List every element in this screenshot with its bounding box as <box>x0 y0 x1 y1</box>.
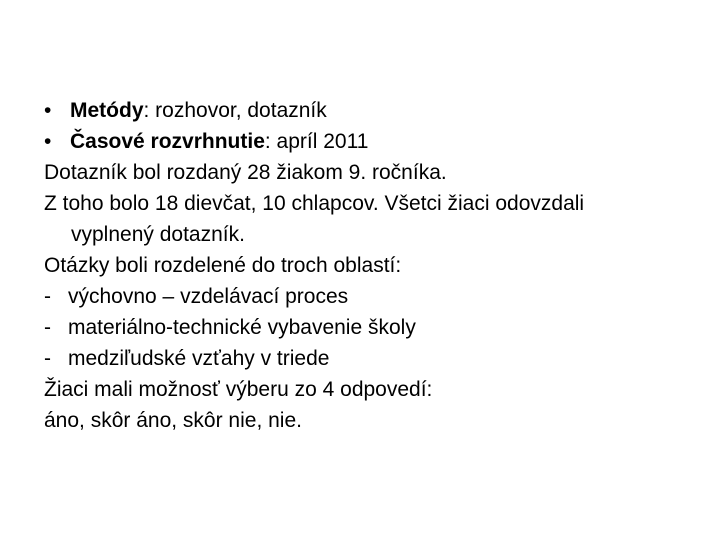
area-text: výchovno – vzdelávací proces <box>68 285 349 308</box>
dash-marker: - <box>44 347 51 370</box>
areas-intro: Otázky boli rozdelené do troch oblastí: <box>44 254 402 277</box>
bullet-label-methods: Metódy <box>70 99 144 122</box>
area-text: materiálno-technické vybavenie školy <box>68 316 416 339</box>
bullet-label-schedule: Časové rozvrhnutie <box>70 130 265 153</box>
bullet-dot: • <box>44 130 52 153</box>
bullet-text-schedule: : apríl 2011 <box>264 130 369 153</box>
dash-marker: - <box>44 285 51 308</box>
bullet-schedule <box>44 126 704 157</box>
paragraph-respondents-line2: vyplnený dotazník. <box>71 223 245 246</box>
bullet-methods <box>44 95 704 126</box>
answers-intro: Žiaci mali možnosť výberu zo 4 odpovedí: <box>44 378 433 401</box>
paragraph-distribution: Dotazník bol rozdaný 28 žiakom 9. ročníka. <box>44 161 447 184</box>
bullet-dot: • <box>44 99 52 122</box>
area-item-relations <box>44 343 704 374</box>
bullet-text-methods: : rozhovor, dotazník <box>143 99 327 122</box>
area-item-equipment <box>44 312 704 343</box>
area-item-education <box>44 281 704 312</box>
area-text: medziľudské vzťahy v triede <box>68 347 330 370</box>
slide-text-body <box>44 95 704 436</box>
answers-options: áno, skôr áno, skôr nie, nie. <box>44 409 302 432</box>
dash-marker: - <box>44 316 51 339</box>
paragraph-respondents-line1: Z toho bolo 18 dievčat, 10 chlapcov. Všetci žiaci odovzdali <box>44 192 585 215</box>
